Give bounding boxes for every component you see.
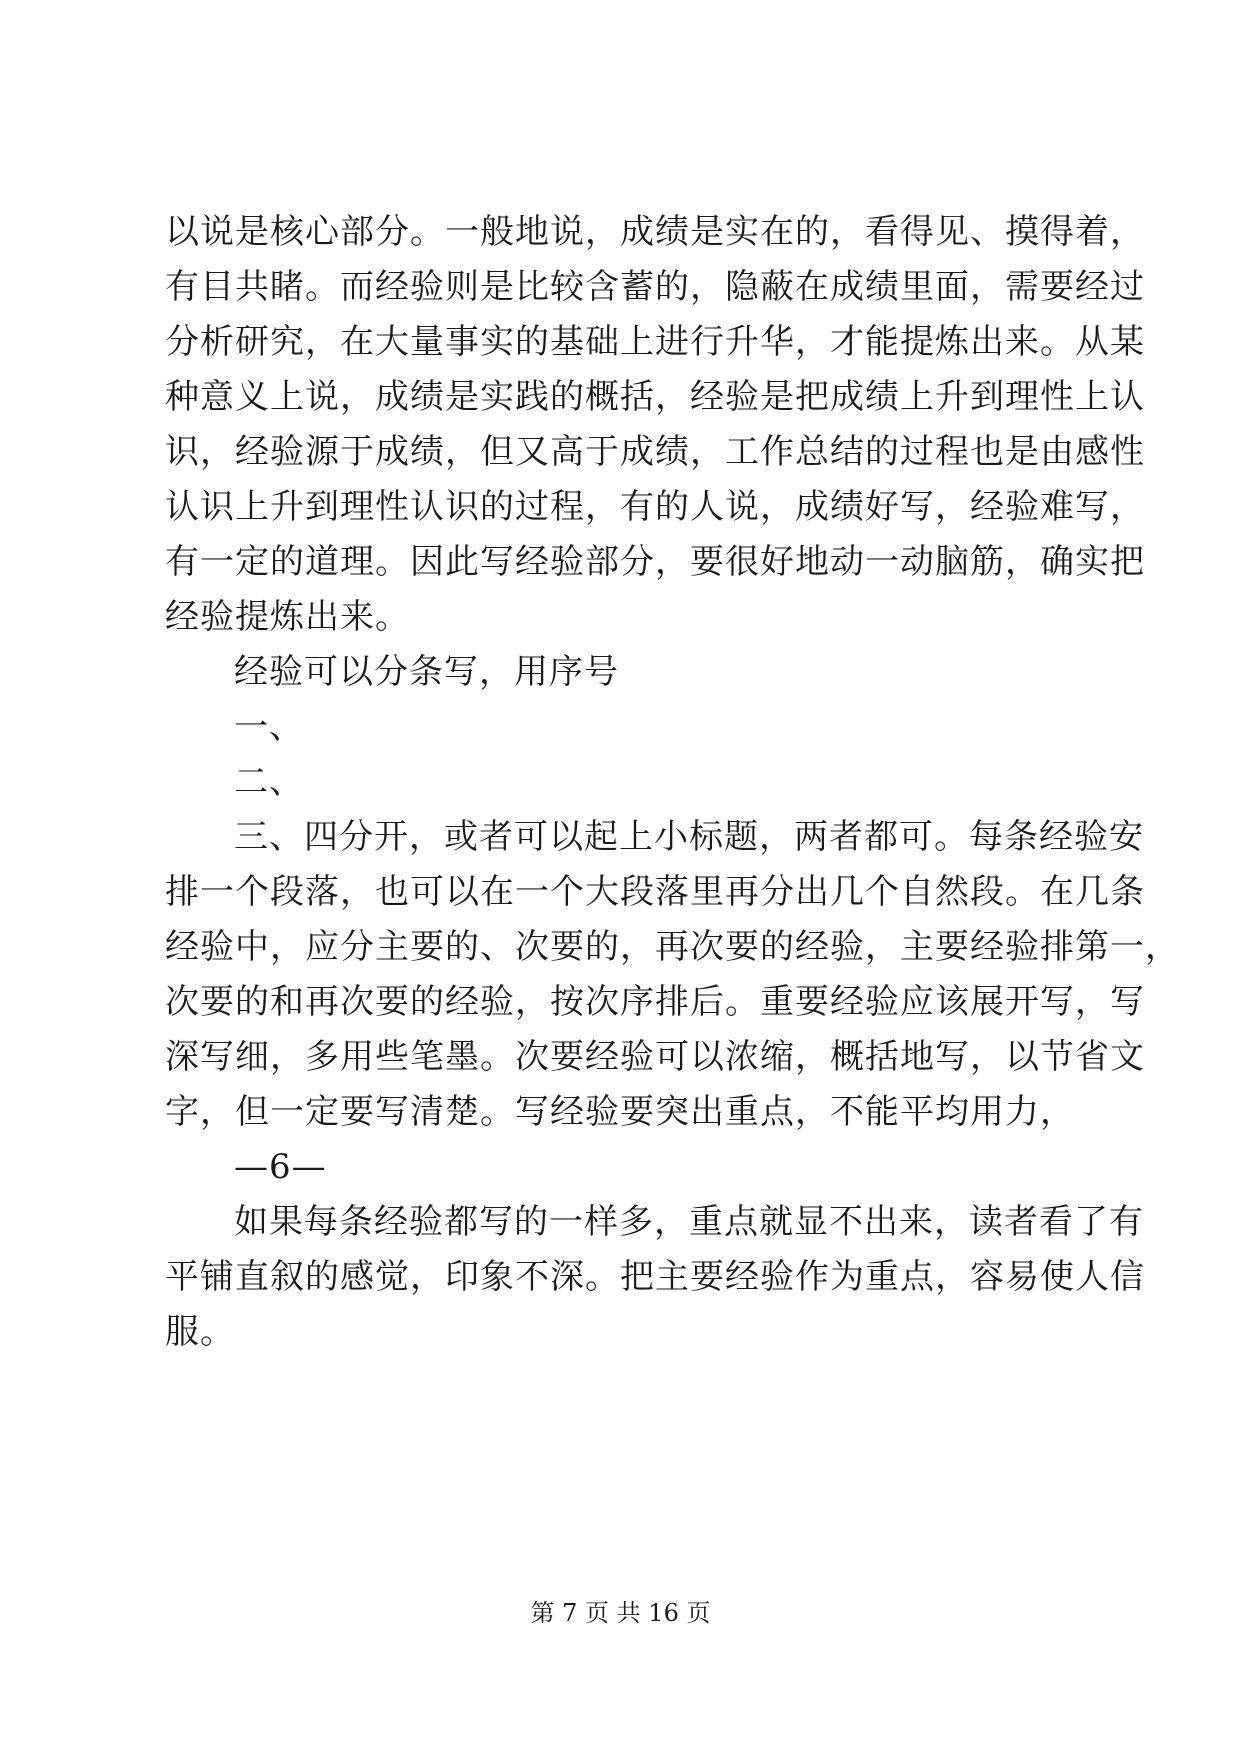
list-marker-line: 二、 — [234, 762, 304, 802]
paragraph-line: 服。 — [165, 1312, 235, 1352]
paragraph-line: 认识上升到理性认识的过程，有的人说，成绩好写，经验难写， — [165, 487, 1145, 527]
paragraph-line: 如果每条经验都写的一样多，重点就显不出来，读者看了有 — [234, 1202, 1144, 1242]
paragraph-line: 识，经验源于成绩，但又高于成绩，工作总结的过程也是由感性 — [165, 432, 1145, 472]
paragraph-line: 三、四分开，或者可以起上小标题，两者都可。每条经验安 — [234, 817, 1144, 857]
paragraph-line: 平铺直叙的感觉，印象不深。把主要经验作为重点，容易使人信 — [165, 1257, 1145, 1297]
paragraph-line: 有目共睹。而经验则是比较含蓄的，隐蔽在成绩里面，需要经过 — [165, 267, 1145, 307]
paragraph-line: 深写细，多用些笔墨。次要经验可以浓缩，概括地写，以节省文 — [165, 1037, 1145, 1077]
paragraph-line: 分析研究，在大量事实的基础上进行升华，才能提炼出来。从某 — [165, 322, 1145, 362]
paragraph-line: 排一个段落，也可以在一个大段落里再分出几个自然段。在几条 — [165, 872, 1145, 912]
paragraph-line: 次要的和再次要的经验，按次序排后。重要经验应该展开写，写 — [165, 982, 1145, 1022]
paragraph-line: 有一定的道理。因此写经验部分，要很好地动一动脑筋，确实把 — [165, 542, 1145, 582]
paragraph-line: 经验中，应分主要的、次要的，再次要的经验，主要经验排第一， — [165, 927, 1180, 967]
paragraph-line: 经验提炼出来。 — [165, 597, 410, 637]
paragraph-line: 以说是核心部分。一般地说，成绩是实在的，看得见、摸得着， — [165, 212, 1145, 252]
page-footer: 第 7 页 共 16 页 — [530, 1599, 711, 1627]
paragraph-line: 字，但一定要写清楚。写经验要突出重点，不能平均用力， — [165, 1092, 1075, 1132]
inline-page-number: —6— — [234, 1147, 327, 1187]
paragraph-line: 经验可以分条写，用序号 — [234, 652, 619, 692]
paragraph-line: 种意义上说，成绩是实践的概括，经验是把成绩上升到理性上认 — [165, 377, 1145, 417]
list-marker-line: 一、 — [234, 707, 304, 747]
